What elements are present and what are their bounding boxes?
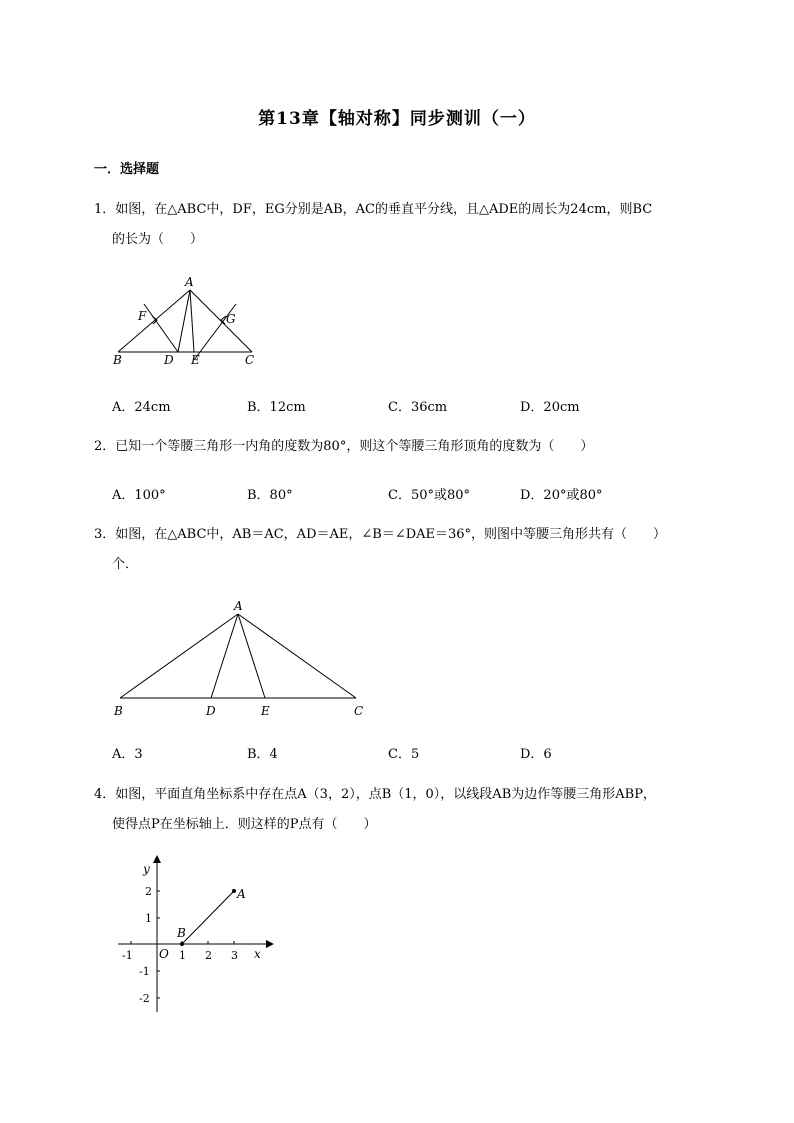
option-a[interactable]: A．24cm: [112, 400, 171, 415]
option-a[interactable]: A．3: [112, 747, 143, 762]
option-d[interactable]: D．20°或80°: [520, 488, 603, 503]
x-tick-neg1: -1: [122, 949, 133, 962]
question-text: 如图，在△ABC中，DF，EG分别是AB，AC的垂直平分线，且△ADE的周长为24cm，则BC: [115, 202, 653, 217]
label-x-axis: x: [254, 947, 261, 961]
label-a: A: [185, 275, 194, 289]
point-a: [232, 889, 236, 893]
segment-ad: [211, 614, 238, 698]
label-e: E: [191, 353, 200, 367]
segment-ae: [190, 290, 194, 352]
question-text-cont: 的长为（ ）: [112, 232, 204, 247]
figure-q3: [108, 598, 378, 722]
y-tick-1: 1: [145, 912, 152, 925]
option-d[interactable]: D．20cm: [520, 400, 580, 415]
question-4: [94, 780, 700, 840]
x-tick-1: 1: [179, 949, 186, 962]
option-c[interactable]: C．36cm: [388, 400, 448, 415]
label-point-b: B: [177, 926, 186, 940]
segment-ac: [190, 290, 252, 352]
label-c: C: [245, 353, 255, 367]
label-b: B: [113, 353, 122, 367]
question-text: 如图，平面直角坐标系中存在点A（3，2），点B（1，0），以线段AB为边作等腰三角形ABP，: [115, 787, 656, 802]
segment-ab: [118, 290, 190, 352]
question-2: [94, 432, 700, 462]
label-b: B: [114, 704, 123, 718]
label-c: C: [354, 704, 364, 718]
option-c[interactable]: C．50°或80°: [388, 488, 471, 503]
option-d[interactable]: D．6: [520, 747, 552, 762]
figure-q1: [108, 276, 268, 368]
point-b: [180, 942, 184, 946]
option-b[interactable]: B．80°: [247, 488, 293, 503]
y-tick-neg1: -1: [139, 965, 150, 978]
label-point-a: A: [237, 887, 246, 901]
label-y-axis: y: [143, 862, 150, 876]
segment-ab: [182, 891, 234, 944]
figure-q4-coordinate-plane: [110, 855, 280, 1020]
y-axis-arrow: [153, 855, 161, 863]
y-tick-2: 2: [145, 885, 152, 898]
question-number: 2．: [94, 439, 116, 454]
question-3: [94, 520, 700, 580]
label-a: A: [234, 599, 243, 613]
option-a[interactable]: A．100°: [112, 488, 166, 503]
label-g: G: [226, 312, 236, 326]
y-tick-neg2: -2: [139, 992, 150, 1005]
question-number: 3．: [94, 527, 116, 542]
label-d: D: [164, 353, 174, 367]
option-c[interactable]: C．5: [388, 747, 420, 762]
option-b[interactable]: B．4: [247, 747, 278, 762]
x-axis-arrow: [266, 940, 274, 948]
label-e: E: [261, 704, 270, 718]
question-1: [94, 195, 700, 255]
section-heading: 一．选择题: [94, 162, 160, 177]
page-title: 第13章【轴对称】同步测训（一）: [258, 109, 536, 129]
question-text: 已知一个等腰三角形一内角的度数为80°，则这个等腰三角形顶角的度数为（ ）: [115, 439, 594, 454]
segment-fd: [144, 304, 178, 352]
x-tick-2: 2: [205, 949, 212, 962]
segment-ac: [238, 614, 356, 698]
question-number: 1．: [94, 202, 116, 217]
option-b[interactable]: B．12cm: [247, 400, 306, 415]
label-d: D: [206, 704, 216, 718]
label-f: F: [138, 309, 147, 323]
question-text-cont: 使得点P在坐标轴上．则这样的P点有（ ）: [112, 817, 377, 832]
x-tick-3: 3: [231, 949, 238, 962]
question-text-cont: 个．: [112, 557, 139, 572]
question-number: 4．: [94, 787, 116, 802]
segment-ab: [120, 614, 238, 698]
segment-ae: [238, 614, 265, 698]
label-origin: O: [159, 947, 169, 961]
question-text: 如图，在△ABC中，AB＝AC，AD＝AE，∠B＝∠DAE＝36°，则图中等腰三角形共有（ ）: [115, 527, 667, 542]
